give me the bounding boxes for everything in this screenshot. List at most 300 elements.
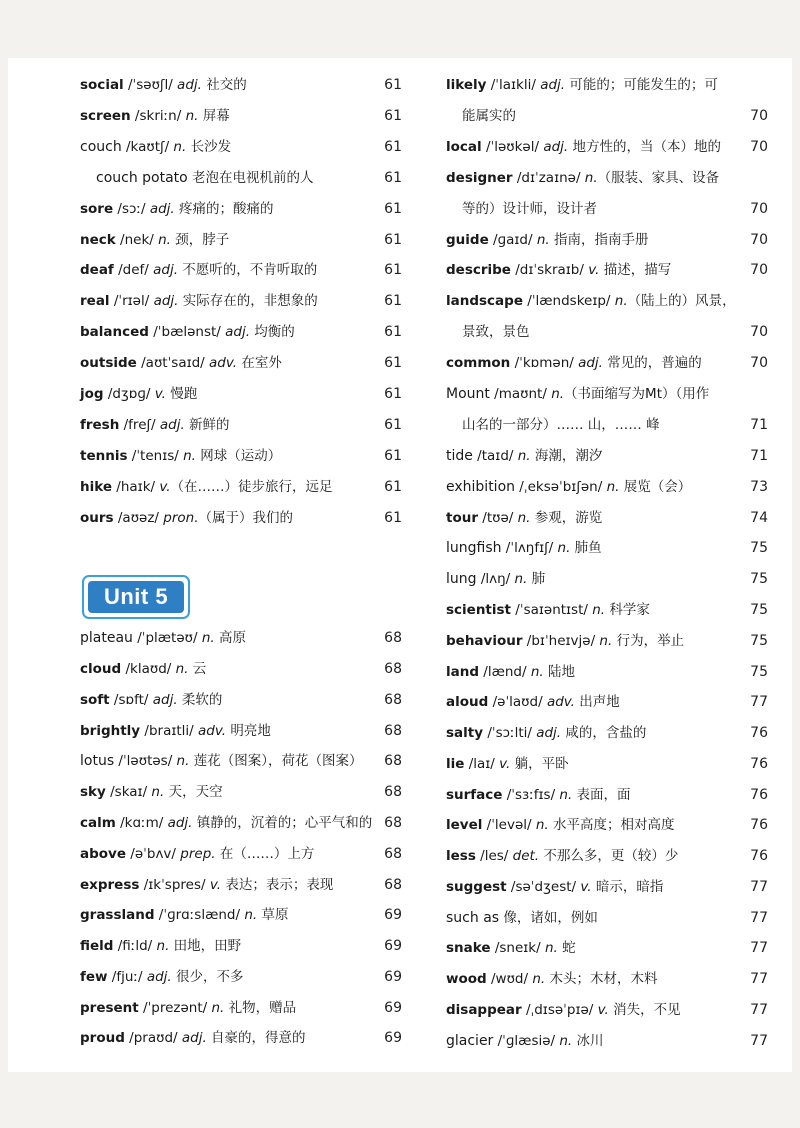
glossary-entry	[80, 906, 402, 924]
entry-phonetic: /kɑːm/	[115, 815, 168, 831]
glossary-entry	[80, 845, 402, 863]
entry-meaning: 社交的	[201, 77, 247, 93]
entry-phonetic: /maʊnt/	[489, 386, 552, 402]
entry-meaning: 莲花（图案），荷花（图案）	[189, 753, 363, 769]
glossary-entry	[80, 385, 402, 403]
glossary-entry	[446, 200, 768, 218]
entry-part-of-speech: v.	[580, 879, 592, 895]
entry-word: lung	[446, 571, 477, 587]
entry-word: sky	[80, 784, 106, 800]
entry-part-of-speech: pron.	[163, 510, 199, 526]
entry-phonetic: /def/	[113, 262, 154, 278]
entry-meaning: 景致，景色	[462, 324, 530, 340]
entry-part-of-speech: adj.	[149, 201, 175, 217]
entry-page-number: 61	[384, 139, 402, 155]
entry-part-of-speech: adj.	[540, 77, 566, 93]
entry-word: above	[80, 846, 127, 862]
glossary-entry	[446, 478, 768, 496]
entry-part-of-speech: n.	[156, 938, 170, 954]
entry-part-of-speech: adj.	[152, 692, 178, 708]
entry-meaning: 颈，脖子	[170, 232, 230, 248]
entry-word: grassland	[80, 907, 155, 923]
glossary-entry	[80, 752, 402, 770]
entry-meaning: 科学家	[605, 602, 650, 618]
entry-phonetic: /aʊtˈsaɪd/	[136, 355, 210, 371]
entry-part-of-speech: n.	[584, 170, 598, 186]
entry-word: tour	[446, 510, 478, 526]
glossary-entry	[80, 107, 402, 125]
glossary-entry	[80, 76, 402, 94]
glossary-entry	[80, 416, 402, 434]
glossary-entry	[80, 231, 402, 249]
glossary-entry	[80, 354, 402, 372]
glossary-entry	[446, 847, 768, 865]
glossary-entry	[446, 786, 768, 804]
entry-part-of-speech: adj.	[167, 815, 193, 831]
entry-part-of-speech: adj.	[536, 725, 562, 741]
glossary-entry	[80, 691, 402, 709]
entry-word: scientist	[446, 602, 512, 618]
entry-page-number: 61	[384, 510, 402, 526]
entry-meaning: 木头；木材，木料	[545, 971, 658, 987]
glossary-entry	[446, 601, 768, 619]
entry-meaning: 暗示，暗指	[591, 879, 664, 895]
entry-part-of-speech: adj.	[146, 969, 172, 985]
glossary-entry	[80, 169, 402, 187]
entry-part-of-speech: adj.	[153, 293, 179, 309]
entry-word: exhibition	[446, 479, 516, 495]
glossary-entry	[446, 539, 768, 557]
glossary-page	[8, 58, 792, 1072]
entry-word: disappear	[446, 1002, 522, 1018]
entry-page-number: 68	[384, 877, 402, 893]
entry-page-number: 70	[750, 232, 768, 248]
entry-word: cloud	[80, 661, 122, 677]
unit-heading: Unit 5	[88, 581, 184, 613]
unit-heading-badge	[82, 575, 190, 619]
glossary-entry	[80, 783, 402, 801]
glossary-entry	[446, 138, 768, 156]
entry-word: express	[80, 877, 140, 893]
entry-page-number: 70	[750, 262, 768, 278]
entry-page-number: 69	[384, 969, 402, 985]
entry-page-number: 61	[384, 262, 402, 278]
entry-phonetic: /ˈbælənst/	[148, 324, 226, 340]
entry-phonetic: /ˈsɜːfɪs/	[502, 787, 560, 803]
entry-part-of-speech: n.	[151, 784, 165, 800]
entry-part-of-speech: adj.	[225, 324, 250, 340]
entry-meaning: 疼痛的；酸痛的	[174, 201, 274, 217]
entry-part-of-speech: n.	[557, 540, 571, 556]
entry-phonetic: /ˈləʊtəs/	[114, 753, 177, 769]
entry-word: likely	[446, 77, 487, 93]
entry-meaning: 可能的；可能发生的；可	[565, 77, 718, 93]
entry-meaning: 蛇	[557, 940, 576, 956]
entry-meaning: 田地，田野	[169, 938, 242, 954]
entry-meaning: （书面缩写为Mt）（用作	[564, 386, 710, 402]
entry-word: level	[446, 817, 483, 833]
entry-page-number: 71	[750, 417, 768, 433]
entry-word: present	[80, 1000, 139, 1016]
entry-part-of-speech: adv.	[546, 694, 575, 710]
entry-meaning: 草原	[257, 907, 289, 923]
entry-phonetic: /lænd/	[479, 664, 531, 680]
entry-word: tennis	[80, 448, 128, 464]
entry-page-number: 77	[750, 694, 768, 710]
glossary-entry	[446, 816, 768, 834]
glossary-entry	[80, 509, 402, 527]
entry-word: Mount	[446, 386, 490, 402]
entry-page-number: 75	[750, 571, 768, 587]
entry-page-number: 68	[384, 784, 402, 800]
entry-page-number: 77	[750, 940, 768, 956]
entry-page-number: 70	[750, 139, 768, 155]
entry-word: jog	[80, 386, 104, 402]
glossary-entry	[446, 323, 768, 341]
entry-phonetic: /ˈsaɪəntɪst/	[511, 602, 593, 618]
entry-word: snake	[446, 940, 491, 956]
entry-phonetic: /ˈsəʊʃl/	[123, 77, 178, 93]
entry-phonetic: /nek/	[115, 232, 159, 248]
entry-meaning: 肺	[527, 571, 546, 587]
entry-meaning: 行为，举止	[612, 633, 685, 649]
entry-word: guide	[446, 232, 489, 248]
entry-page-number: 61	[384, 417, 402, 433]
entry-part-of-speech: n.	[532, 971, 546, 987]
entry-meaning: 参观，游览	[530, 510, 603, 526]
entry-word: tide	[446, 448, 473, 464]
entry-part-of-speech: n.	[176, 753, 190, 769]
entry-page-number: 69	[384, 907, 402, 923]
entry-meaning: 老泡在电视机前的人	[192, 170, 314, 186]
entry-meaning: 礼物，赠品	[224, 1000, 297, 1016]
glossary-entry	[80, 447, 402, 465]
entry-word: such as	[446, 910, 500, 926]
entry-page-number: 73	[750, 479, 768, 495]
glossary-entry	[446, 724, 768, 742]
entry-phonetic: /ˈkɒmən/	[510, 355, 579, 371]
entry-word: surface	[446, 787, 503, 803]
entry-meaning: 地方性的，当（本）地的	[568, 139, 722, 155]
entry-meaning: 能属实的	[462, 108, 516, 124]
entry-phonetic: /ˈplætəʊ/	[132, 630, 202, 646]
entry-meaning: 均衡的	[250, 324, 295, 340]
entry-phonetic: /ˈlaɪkli/	[486, 77, 541, 93]
entry-meaning: （在……）徒步旅行，远足	[170, 479, 333, 495]
entry-meaning: 山名的一部分）…… 山，…… 峰	[462, 417, 660, 433]
entry-page-number: 61	[384, 293, 402, 309]
entry-phonetic: /ˈɡrɑːslænd/	[154, 907, 245, 923]
entry-meaning: 屏幕	[198, 108, 230, 124]
entry-part-of-speech: n.	[551, 386, 565, 402]
entry-meaning: 明亮地	[226, 723, 271, 739]
entry-page-number: 70	[750, 108, 768, 124]
entry-meaning: 像，诸如，例如	[503, 910, 598, 926]
entry-word: glacier	[446, 1033, 494, 1049]
entry-meaning: 柔软的	[177, 692, 223, 708]
entry-word: real	[80, 293, 110, 309]
entry-phonetic: /praʊd/	[124, 1030, 182, 1046]
entry-phonetic: /les/	[475, 848, 513, 864]
entry-part-of-speech: adv.	[198, 723, 227, 739]
entry-meaning: 在室外	[237, 355, 282, 371]
entry-part-of-speech: v.	[209, 877, 222, 893]
entry-page-number: 61	[384, 479, 402, 495]
entry-meaning: 高原	[214, 630, 246, 646]
entry-part-of-speech: adv.	[209, 355, 238, 371]
entry-phonetic: /taɪd/	[472, 448, 518, 464]
entry-word: neck	[80, 232, 116, 248]
entry-page-number: 61	[384, 448, 402, 464]
entry-meaning: 咸的，含盐的	[561, 725, 647, 741]
glossary-entry	[80, 292, 402, 310]
glossary-entry	[446, 939, 768, 957]
entry-word: couch	[80, 139, 122, 155]
entry-meaning: 肺鱼	[570, 540, 602, 556]
entry-page-number: 69	[384, 938, 402, 954]
glossary-entry	[446, 447, 768, 465]
entry-page-number: 61	[384, 108, 402, 124]
glossary-entry	[446, 1032, 768, 1050]
entry-meaning: 出声地	[574, 694, 620, 710]
entry-phonetic: /lʌŋ/	[476, 571, 515, 587]
entry-phonetic: /laɪ/	[464, 756, 500, 772]
glossary-entry	[446, 169, 768, 187]
entry-phonetic: /braɪtli/	[140, 723, 198, 739]
entry-phonetic: /ˌeksəˈbɪʃən/	[515, 479, 607, 495]
glossary-entry	[80, 478, 402, 496]
entry-page-number: 68	[384, 846, 402, 862]
entry-part-of-speech: n.	[517, 510, 531, 526]
entry-page-number: 61	[384, 324, 402, 340]
glossary-entry	[446, 509, 768, 527]
entry-phonetic: /ɪkˈspres/	[139, 877, 210, 893]
entry-phonetic: /dʒɒɡ/	[103, 386, 155, 402]
entry-word: designer	[446, 170, 513, 186]
entry-phonetic: /əˈbʌv/	[126, 846, 181, 862]
glossary-entry	[446, 416, 768, 434]
entry-meaning: 描述，描写	[599, 262, 672, 278]
entry-part-of-speech: adj.	[181, 1030, 207, 1046]
entry-page-number: 75	[750, 602, 768, 618]
glossary-entry	[446, 755, 768, 773]
entry-meaning: 冰川	[572, 1033, 604, 1049]
entry-part-of-speech: adj.	[177, 77, 202, 93]
entry-page-number: 68	[384, 661, 402, 677]
glossary-entry	[446, 878, 768, 896]
entry-page-number: 76	[750, 848, 768, 864]
glossary-entry	[446, 385, 768, 403]
entry-page-number: 61	[384, 170, 402, 186]
entry-part-of-speech: n.	[201, 630, 215, 646]
entry-phonetic: /dɪˈzaɪnə/	[512, 170, 585, 186]
glossary-entry	[80, 814, 402, 832]
entry-page-number: 75	[750, 633, 768, 649]
entry-part-of-speech: v.	[588, 262, 600, 278]
entry-phonetic: /fjuː/	[107, 969, 147, 985]
entry-part-of-speech: n.	[536, 232, 550, 248]
entry-word: suggest	[446, 879, 507, 895]
entry-meaning: 自豪的，得意的	[206, 1030, 306, 1046]
entry-meaning: 在（……）上方	[215, 846, 315, 862]
entry-page-number: 69	[384, 1000, 402, 1016]
glossary-entry	[446, 570, 768, 588]
entry-page-number: 68	[384, 723, 402, 739]
entry-meaning: 指南，指南手册	[549, 232, 649, 248]
entry-part-of-speech: det.	[512, 848, 540, 864]
entry-phonetic: /haɪk/	[112, 479, 160, 495]
glossary-entry	[446, 909, 768, 927]
entry-page-number: 61	[384, 232, 402, 248]
entry-part-of-speech: adj.	[159, 417, 185, 433]
glossary-entry	[80, 323, 402, 341]
entry-meaning: 水平高度；相对高度	[548, 817, 675, 833]
entry-word: aloud	[446, 694, 489, 710]
entry-part-of-speech: n.	[599, 633, 613, 649]
entry-word: lie	[446, 756, 465, 772]
entry-word: behaviour	[446, 633, 523, 649]
entry-page-number: 76	[750, 817, 768, 833]
entry-meaning: 网球（运动）	[195, 448, 282, 464]
entry-meaning: 表面，面	[572, 787, 631, 803]
entry-phonetic: /ˈlændskeɪp/	[522, 293, 615, 309]
entry-part-of-speech: v.	[597, 1002, 609, 1018]
entry-meaning: 常见的，普遍的	[602, 355, 702, 371]
entry-meaning: 表达；表示；表现	[221, 877, 334, 893]
entry-page-number: 77	[750, 971, 768, 987]
entry-meaning: 不那么多，更（较）少	[539, 848, 679, 864]
entry-meaning: 云	[188, 661, 207, 677]
entry-part-of-speech: adj.	[543, 139, 569, 155]
entry-phonetic: /freʃ/	[119, 417, 160, 433]
entry-page-number: 75	[750, 540, 768, 556]
glossary-entry	[80, 261, 402, 279]
entry-word: brightly	[80, 723, 141, 739]
entry-phonetic: /ˈlʌŋfɪʃ/	[501, 540, 558, 556]
entry-page-number: 77	[750, 910, 768, 926]
entry-page-number: 61	[384, 77, 402, 93]
glossary-entry	[446, 231, 768, 249]
entry-part-of-speech: n.	[517, 448, 531, 464]
entry-part-of-speech: n.	[606, 479, 620, 495]
entry-part-of-speech: n.	[185, 108, 199, 124]
glossary-entry	[80, 876, 402, 894]
entry-page-number: 61	[384, 355, 402, 371]
glossary-entry	[80, 629, 402, 647]
entry-page-number: 77	[750, 879, 768, 895]
entry-part-of-speech: n.	[183, 448, 196, 464]
entry-page-number: 76	[750, 756, 768, 772]
glossary-entry	[80, 722, 402, 740]
glossary-entry	[80, 1029, 402, 1047]
glossary-entry	[446, 1001, 768, 1019]
entry-page-number: 74	[750, 510, 768, 526]
entry-part-of-speech: adj.	[153, 262, 179, 278]
entry-part-of-speech: n.	[211, 1000, 225, 1016]
entry-phonetic: /wʊd/	[486, 971, 533, 987]
entry-part-of-speech: prep.	[180, 846, 216, 862]
entry-word: wood	[446, 971, 487, 987]
entry-word: lotus	[80, 753, 115, 769]
entry-meaning: 海潮，潮汐	[530, 448, 603, 464]
entry-phonetic: /ˈləʊkəl/	[481, 139, 544, 155]
entry-phonetic: /dɪˈskraɪb/	[510, 262, 589, 278]
entry-part-of-speech: n.	[173, 139, 187, 155]
glossary-entry	[80, 200, 402, 218]
entry-meaning: 天，天空	[164, 784, 223, 800]
entry-word: salty	[446, 725, 484, 741]
entry-part-of-speech: n.	[535, 817, 549, 833]
entry-part-of-speech: n.	[158, 232, 171, 248]
entry-phonetic: /ˈsɔːlti/	[483, 725, 537, 741]
entry-part-of-speech: n.	[592, 602, 606, 618]
glossary-entry	[446, 354, 768, 372]
entry-part-of-speech: n.	[559, 1033, 573, 1049]
entry-page-number: 76	[750, 725, 768, 741]
entry-word: social	[80, 77, 124, 93]
glossary-entry	[446, 107, 768, 125]
entry-phonetic: /ˈtenɪs/	[127, 448, 184, 464]
entry-phonetic: /əˈlaʊd/	[488, 694, 547, 710]
entry-meaning: 等的）设计师，设计者	[462, 201, 597, 217]
entry-page-number: 70	[750, 324, 768, 340]
entry-word: less	[446, 848, 476, 864]
entry-page-number: 68	[384, 815, 402, 831]
glossary-entry	[446, 292, 768, 310]
entry-word: field	[80, 938, 114, 954]
glossary-entry	[80, 138, 402, 156]
entry-phonetic: /skriːn/	[130, 108, 186, 124]
glossary-entry	[80, 968, 402, 986]
entry-meaning: 镇静的，沉着的；心平气和的	[192, 815, 373, 831]
entry-phonetic: /ˈlevəl/	[482, 817, 536, 833]
entry-page-number: 61	[384, 201, 402, 217]
entry-phonetic: /ɡaɪd/	[488, 232, 537, 248]
entry-page-number: 71	[750, 448, 768, 464]
glossary-entry	[446, 261, 768, 279]
entry-word: describe	[446, 262, 511, 278]
entry-meaning: 很少，不多	[171, 969, 244, 985]
entry-phonetic: /bɪˈheɪvjə/	[522, 633, 600, 649]
entry-meaning: 慢跑	[165, 386, 198, 402]
entry-word: lungfish	[446, 540, 502, 556]
entry-page-number: 75	[750, 664, 768, 680]
entry-meaning: （服装、家具、设备	[597, 170, 720, 186]
entry-part-of-speech: n.	[544, 940, 558, 956]
entry-page-number: 70	[750, 355, 768, 371]
glossary-entry	[446, 632, 768, 650]
entry-phonetic: /ˈɡlæsiə/	[493, 1033, 560, 1049]
entry-page-number: 68	[384, 630, 402, 646]
entry-phonetic: /ˈrɪəl/	[109, 293, 154, 309]
entry-word: balanced	[80, 324, 149, 340]
entry-meaning: 实际存在的，非想象的	[178, 293, 318, 309]
entry-word: soft	[80, 692, 110, 708]
entry-part-of-speech: n.	[559, 787, 573, 803]
entry-phonetic: /ˌdɪsəˈpɪə/	[521, 1002, 598, 1018]
entry-phonetic: /klaʊd/	[121, 661, 176, 677]
entry-word: fresh	[80, 417, 120, 433]
entry-meaning: 展览（会）	[619, 479, 692, 495]
entry-part-of-speech: n.	[514, 571, 528, 587]
entry-phonetic: /ˈprezənt/	[138, 1000, 212, 1016]
entry-word: land	[446, 664, 480, 680]
entry-page-number: 76	[750, 787, 768, 803]
entry-meaning: 长沙发	[186, 139, 232, 155]
entry-word: local	[446, 139, 482, 155]
entry-part-of-speech: n.	[614, 293, 628, 309]
glossary-entry	[80, 937, 402, 955]
